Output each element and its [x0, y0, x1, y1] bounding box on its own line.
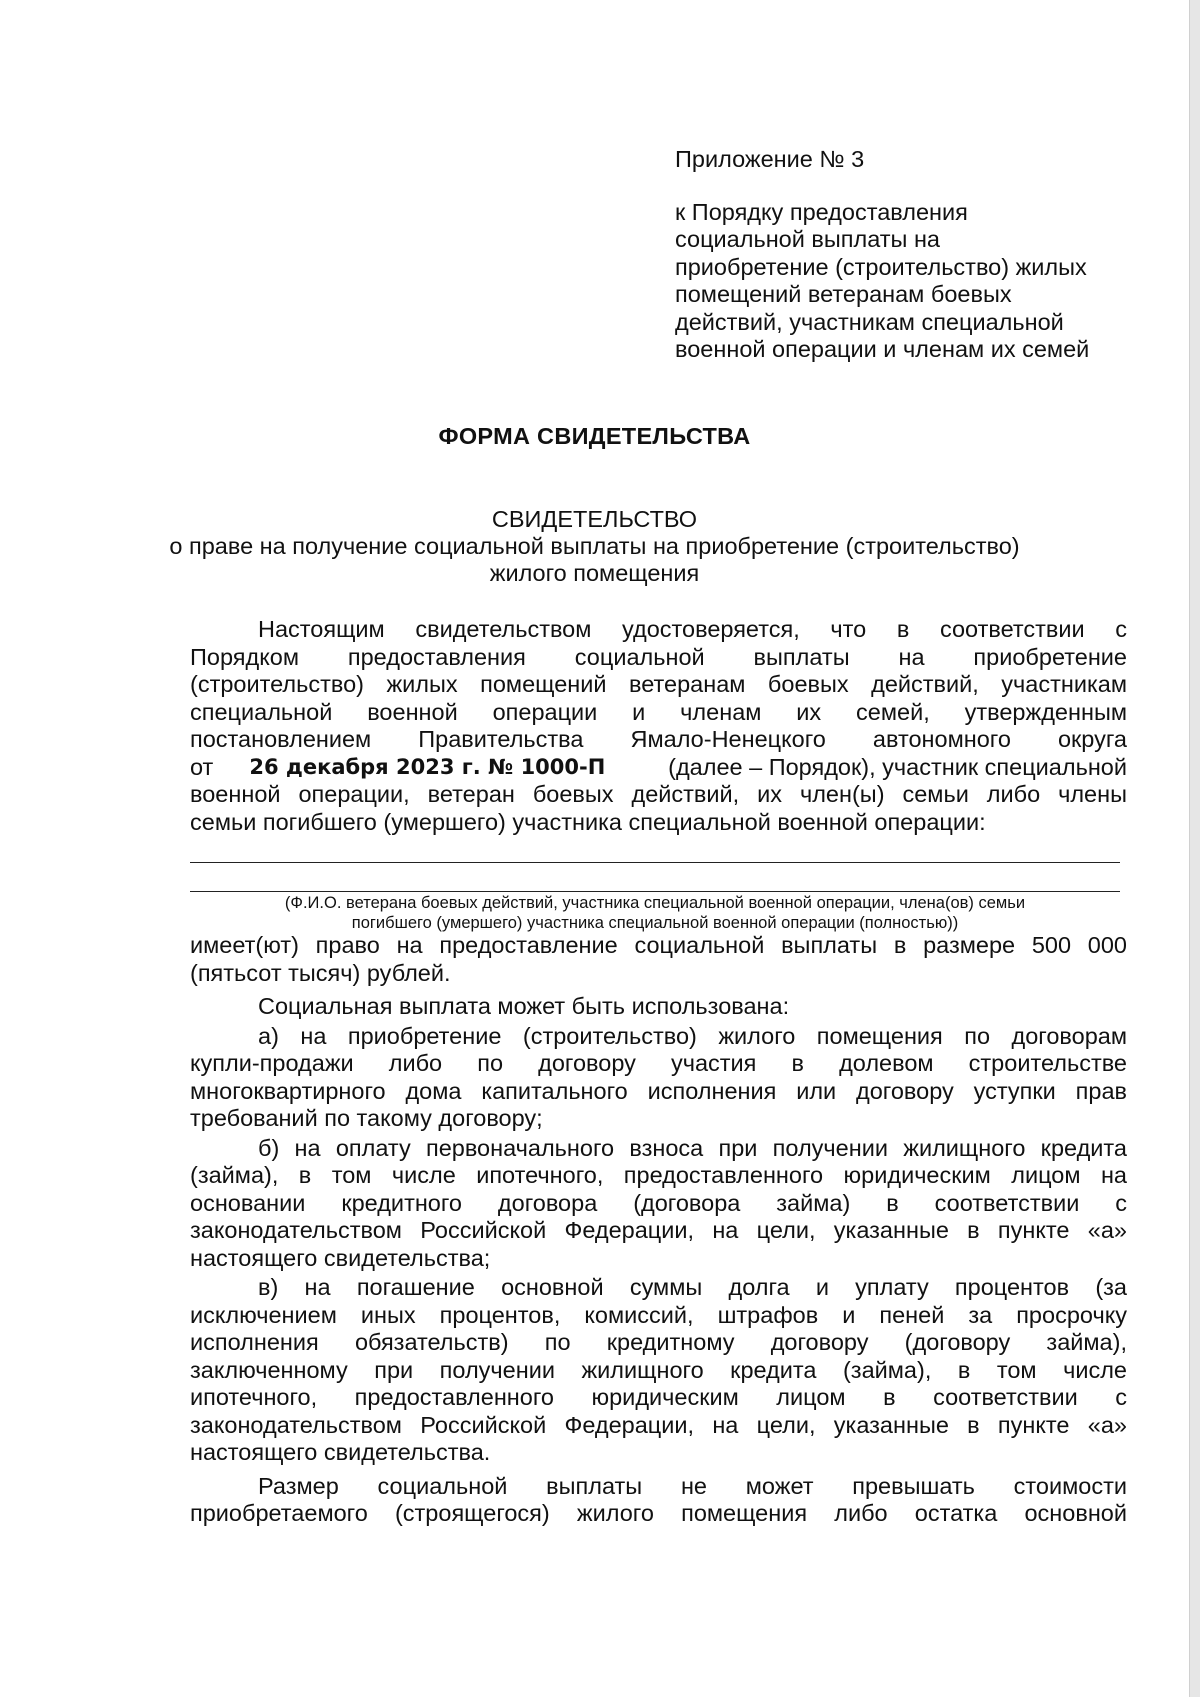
- date-suffix: (далее – Порядок), участник специальной: [668, 753, 1127, 780]
- main-body: [190, 932, 1127, 1528]
- appendix-addressee-line: военной операции и членам их семей: [675, 336, 1090, 362]
- clause-a-line: а) на приобретение (строительство) жилого помещения по договорам: [258, 1022, 1127, 1049]
- intro-line: Настоящим свидетельством удостоверяется, что в соответствии с: [258, 616, 1127, 642]
- clause-a-line: многоквартирного дома капитального исполнения или договору уступки прав: [190, 1077, 1127, 1104]
- certificate-subtitle-line: жилого помещения: [489, 560, 700, 586]
- clause-b-line: (займа), в том числе ипотечного, предоставленного юридическим лицом на: [190, 1162, 1127, 1188]
- intro-line: (строительство) жилых помещений ветеранам боевых действий, участникам: [190, 671, 1127, 697]
- resolution-date-line: [190, 754, 1127, 782]
- intro-line: специальной военной операции и членам их семей, утвержденным: [190, 698, 1127, 725]
- appendix-addressee-line: действий, участникам специальной: [675, 308, 1064, 335]
- intro-line: военной операции, ветеран боевых действий, их член(ы) семьи либо члены: [190, 781, 1127, 807]
- fio-caption: [190, 893, 1120, 933]
- certificate-subtitle-line: о праве на получение социальной выплаты на приобретение (строительство): [169, 533, 1020, 559]
- clause-c-line: настоящего свидетельства.: [190, 1439, 491, 1465]
- appendix-header: [675, 146, 1135, 364]
- usage-intro: Социальная выплата может быть использована:: [258, 993, 790, 1019]
- fio-fill-line-2: [190, 891, 1120, 892]
- intro-paragraph: [190, 616, 1127, 836]
- fio-caption-line: погибшего (умершего) участника специальной военной операции (полностью)): [351, 914, 959, 932]
- form-title: ФОРМА СВИДЕТЕЛЬСТВА: [438, 423, 751, 449]
- intro-line: постановлением Правительства Ямало-Ненецкого автономного округа: [190, 726, 1127, 752]
- clause-c-line: исключением иных процентов, комиссий, штрафов и пеней за просрочку: [190, 1301, 1127, 1328]
- fio-fill-line: [190, 862, 1120, 863]
- clause-c-line: в) на погашение основной суммы долга и уплату процентов (за: [258, 1274, 1127, 1300]
- clause-c-line: заключенному при получении жилищного кредита (займа), в том числе: [190, 1356, 1127, 1383]
- appendix-addressee-line: к Порядку предоставления: [675, 198, 968, 225]
- clause-c-line: исполнения обязательств) по кредитному договору (договору займа),: [190, 1329, 1127, 1355]
- clause-a-line: требований по такому договору;: [190, 1105, 543, 1131]
- resolution-date: 26 декабря 2023 г. № 1000-П: [249, 754, 606, 779]
- clause-b-line: основании кредитного договора (договора займа) в соответствии с: [190, 1189, 1127, 1216]
- appendix-number: Приложение № 3: [675, 146, 865, 172]
- clause-c-line: ипотечного, предоставленного юридическим лицом в соответствии с: [190, 1384, 1127, 1410]
- appendix-addressee-line: приобретение (строительство) жилых: [675, 253, 1087, 280]
- fio-caption-line: (Ф.И.О. ветерана боевых действий, участника специальной военной операции, члена(ов) семьи: [284, 894, 1026, 912]
- date-prefix: от: [190, 753, 214, 780]
- clause-b-line: настоящего свидетельства;: [190, 1244, 491, 1271]
- clause-c-line: законодательством Российской Федерации, на цели, указанные в пункте «а»: [190, 1411, 1127, 1438]
- intro-line: Порядком предоставления социальной выплаты на приобретение: [190, 643, 1127, 670]
- entitlement-line: имеет(ют) право на предоставление социальной выплаты в размере 500 000: [190, 932, 1127, 958]
- appendix-addressee-line: помещений ветеранам боевых: [675, 281, 1012, 307]
- appendix-addressee-line: социальной выплаты на: [675, 226, 940, 252]
- intro-line: семьи погибшего (умершего) участника специальной военной операции:: [190, 808, 986, 835]
- entitlement-line: (пятьсот тысяч) рублей.: [190, 959, 451, 986]
- certificate-heading: [0, 506, 1189, 587]
- limit-line: Размер социальной выплаты не может превышать стоимости: [258, 1472, 1127, 1499]
- certificate-title: СВИДЕТЕЛЬСТВО: [491, 506, 698, 532]
- clause-b-line: б) на оплату первоначального взноса при получении жилищного кредита: [258, 1134, 1127, 1161]
- clause-b-line: законодательством Российской Федерации, на цели, указанные в пункте «а»: [190, 1217, 1127, 1243]
- limit-line: приобретаемого (строящегося) жилого помещения либо остатка основной: [190, 1500, 1127, 1526]
- clause-a-line: купли-продажи либо по договору участия в долевом строительстве: [190, 1050, 1127, 1076]
